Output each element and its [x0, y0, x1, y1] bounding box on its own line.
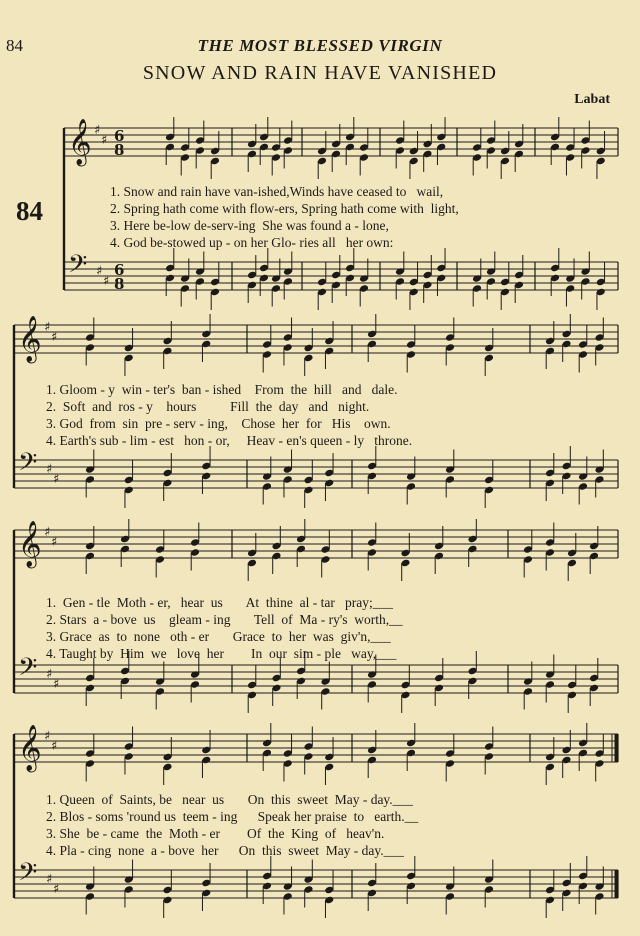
time-signature-bottom: 8: [114, 275, 125, 293]
bass-clef-icon: 𝄢: [18, 653, 38, 688]
verse-line: 3. Here be-low de-serv-ing She was found a - lone,: [110, 218, 389, 233]
verse-line: 3. She be - came the Moth - er Of the King of heav'n.: [46, 826, 385, 841]
verse-line: 4. Pla - cing none a - bove her On this sweet May - day.___: [46, 843, 404, 858]
verse-line: 1. Queen of Saints, be near us On this sweet May - day.___: [46, 792, 413, 807]
sharp-icon: ♯: [51, 330, 58, 345]
verse-line: 3. God from sin pre - serv - ing, Chose her for His own.: [46, 416, 391, 431]
sharp-icon: ♯: [51, 739, 58, 754]
time-signature-top: 6: [114, 261, 125, 279]
sharp-icon: ♯: [103, 274, 110, 289]
sharp-icon: ♯: [44, 525, 51, 540]
sharp-icon: ♯: [53, 677, 60, 692]
verse-line: 4. Earth's sub - lim - est hon - or, Heav - en's queen - ly throne.: [46, 433, 413, 448]
bass-clef-icon: 𝄢: [18, 858, 38, 893]
sharp-icon: ♯: [44, 320, 51, 335]
treble-clef-icon: 𝄞: [18, 316, 42, 362]
sharp-icon: ♯: [46, 667, 53, 682]
sharp-icon: ♯: [96, 264, 103, 279]
hymn-title: SNOW AND RAIN HAVE VANISHED: [142, 62, 498, 84]
treble-clef-icon: 𝄞: [18, 725, 42, 771]
verse-line: 1. Gloom - y win - ter's ban - ished From the hill and dale.: [46, 382, 398, 397]
verse-line: 2. Spring hath come with flow-ers, Spring hath come with light,: [110, 201, 459, 216]
verse-line: 1. Snow and rain have van-ished,Winds have ceased to wail,: [110, 184, 444, 199]
composer-name: Labat: [574, 92, 610, 107]
verse-line: 3. Grace as to none oth - er Grace to her was giv'n,___: [46, 629, 391, 644]
verse-line: 4. God be-stowed up - on her Glo- ries all her own:: [110, 235, 394, 250]
verse-line: 2. Stars a - bove us gleam - ing Tell of Ma - ry's worth,__: [46, 612, 403, 627]
verse-line: 1. Gen - tle Moth - er, hear us At thine al - tar pray;___: [46, 595, 393, 610]
sharp-icon: ♯: [51, 535, 58, 550]
sharp-icon: ♯: [46, 462, 53, 477]
verse-line: 2. Blos - soms 'round us teem - ing Speak her praise to earth.__: [46, 809, 419, 824]
treble-clef-icon: 𝄞: [68, 119, 92, 165]
verse-line: 2. Soft and ros - y hours Fill the day and night.: [46, 399, 370, 414]
verse-line: 4. Taught by Him we love her In our sim - ple way,___: [46, 646, 397, 661]
bass-clef-icon: 𝄢: [68, 250, 88, 285]
time-signature-top: 6: [114, 127, 125, 145]
treble-clef-icon: 𝄞: [18, 521, 42, 567]
bass-clef-icon: 𝄢: [18, 448, 38, 483]
sharp-icon: ♯: [53, 472, 60, 487]
page-number: 84: [6, 36, 23, 55]
section-title: THE MOST BLESSED VIRGIN: [197, 36, 443, 55]
sharp-icon: ♯: [44, 729, 51, 744]
sharp-icon: ♯: [53, 882, 60, 897]
time-signature-bottom: 8: [114, 141, 125, 159]
sharp-icon: ♯: [94, 123, 101, 138]
sharp-icon: ♯: [46, 872, 53, 887]
hymn-number: 84: [16, 196, 43, 226]
sharp-icon: ♯: [101, 133, 108, 148]
